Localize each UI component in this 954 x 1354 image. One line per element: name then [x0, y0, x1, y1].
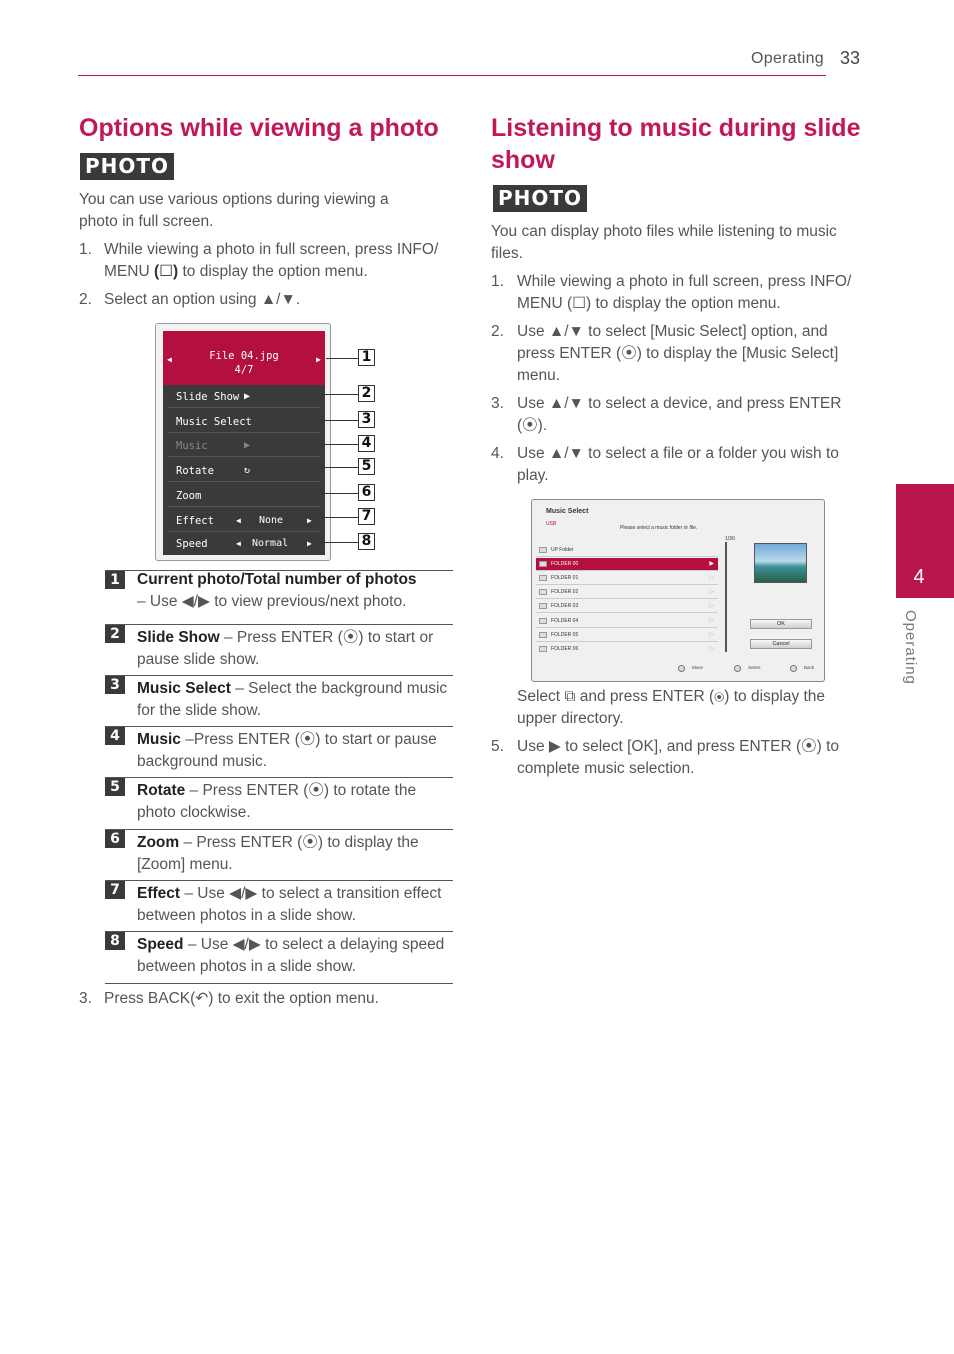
callout-line — [322, 467, 358, 468]
folder-up-icon — [539, 547, 547, 553]
chevron-right-icon: ▶ — [709, 561, 714, 567]
arrow-left-icon: ◀ — [236, 539, 241, 548]
description-body: – Press ENTER (⦿) to rotate the photo clockwise. — [137, 782, 417, 821]
description-text — [137, 678, 453, 722]
description-row-5 — [105, 777, 453, 821]
callout-line — [322, 394, 358, 395]
description-body: – Press ENTER (⦿) to display the [Zoom] menu. — [137, 834, 419, 873]
ok-button[interactable]: OK — [750, 619, 812, 629]
key-box: 6 — [105, 830, 125, 848]
music-list-row[interactable] — [536, 643, 718, 656]
callout-3: 3 — [358, 411, 375, 428]
folder-icon — [539, 575, 547, 581]
description-term: Music Select — [137, 680, 231, 697]
photo-badge-right: PHOTO — [493, 185, 587, 212]
music-row-label: FOLDER 05 — [551, 632, 579, 638]
left-step-1-line2 — [104, 261, 464, 283]
music-select-screenshot — [531, 499, 825, 682]
music-select-count: 1/30 — [725, 536, 735, 542]
music-list-row[interactable] — [536, 629, 718, 642]
right-step-5-number: 5. — [491, 738, 504, 755]
callout-6: 6 — [358, 484, 375, 501]
footer-select: Select — [748, 665, 761, 670]
description-text — [137, 569, 453, 613]
callout-8: 8 — [358, 533, 375, 550]
arrow-left-icon: ◀ — [236, 516, 241, 525]
music-list-row[interactable] — [536, 615, 718, 628]
music-select-title: Music Select — [546, 508, 589, 515]
arrow-right-icon: ▶ — [316, 355, 321, 364]
left-step-2-number: 2. — [79, 291, 92, 308]
chevron-right-icon: ▷ — [709, 632, 714, 638]
play-icon: ▶ — [244, 440, 251, 451]
folder-icon — [539, 603, 547, 609]
chapter-label: Operating — [902, 610, 919, 685]
chevron-right-icon: ▷ — [709, 603, 714, 609]
description-body: –Press ENTER (⦿) to start or pause background music. — [137, 731, 437, 770]
callout-5: 5 — [358, 458, 375, 475]
folder-icon — [539, 632, 547, 638]
menu-row-slide-show — [168, 386, 320, 408]
folder-icon — [539, 618, 547, 624]
music-list-scrollbar[interactable] — [725, 542, 727, 652]
music-list-row[interactable] — [536, 572, 718, 585]
description-term: Slide Show — [137, 629, 220, 646]
menu-file-name: File 04.jpg — [209, 350, 279, 362]
callout-2: 2 — [358, 385, 375, 402]
music-row-label: FOLDER 02 — [551, 589, 579, 595]
music-list-row-selected[interactable] — [536, 558, 718, 571]
folder-icon — [539, 646, 547, 652]
menu-row-music — [168, 435, 320, 457]
music-row-label: FOLDER 06 — [551, 646, 579, 652]
right-step-2-number: 2. — [491, 323, 504, 340]
menu-file-count: 4/7 — [234, 364, 254, 376]
right-intro: You can display photo files while listening to music files. — [491, 223, 837, 262]
description-text — [137, 627, 453, 671]
option-menu-screenshot — [155, 323, 331, 561]
move-key-icon — [678, 665, 685, 672]
menu-row-label: Zoom — [176, 490, 202, 502]
callout-1: 1 — [358, 349, 375, 366]
description-term: Zoom — [137, 834, 180, 851]
callout-line — [322, 420, 358, 421]
chapter-number: 4 — [913, 566, 925, 588]
description-row-2 — [105, 624, 453, 668]
music-row-label: FOLDER 04 — [551, 618, 579, 624]
photo-badge-left: PHOTO — [80, 153, 174, 180]
left-step-2-text: Select an option using ▲/▼. — [104, 291, 301, 308]
arrow-left-icon: ◀ — [167, 355, 172, 364]
cancel-button[interactable]: Cancel — [750, 639, 812, 649]
key-box: 8 — [105, 932, 125, 950]
option-menu-panel — [163, 331, 325, 555]
right-step-3-text: Use ▲/▼ to select a device, and press ENTER (⦿). — [517, 395, 842, 434]
music-row-label: FOLDER 01 — [551, 575, 579, 581]
play-icon: ▶ — [244, 391, 251, 402]
menu-row-zoom — [168, 485, 320, 507]
menu-row-label: Music Select — [176, 416, 252, 428]
description-term: Speed — [137, 936, 184, 953]
music-row-label: FOLDER 03 — [551, 603, 579, 609]
music-list-row[interactable] — [536, 600, 718, 613]
description-body: – Use ◀/▶ to select a transition effect between photos in a slide show. — [137, 885, 442, 924]
page-number: 33 — [840, 48, 861, 68]
description-body: – Use ◀/▶ to view previous/next photo. — [137, 593, 407, 610]
right-step-1-text: While viewing a photo in full screen, press INFO/ MENU (☐) to display the option menu. — [517, 273, 852, 312]
callout-4: 4 — [358, 435, 375, 452]
menu-row-label: Slide Show — [176, 391, 240, 403]
description-text — [137, 832, 453, 876]
description-row-7 — [105, 880, 453, 924]
running-header-section: Operating — [751, 50, 824, 67]
description-body: – Select the background music for the slide show. — [137, 680, 448, 719]
music-select-prompt: Please select a music folder or file. — [620, 525, 698, 531]
back-key-icon — [790, 665, 797, 672]
description-row-8 — [105, 931, 453, 975]
right-heading-line2: show — [491, 146, 555, 174]
right-step-5-text: Use ▶ to select [OK], and press ENTER (⦿) to complete music selection. — [517, 738, 840, 777]
chapter-tab — [896, 484, 954, 598]
right-heading-line1: Listening to music during slide — [491, 114, 861, 142]
option-menu-header — [163, 331, 325, 385]
menu-row-label: Music — [176, 440, 208, 452]
text-fragment: to display the option menu. — [178, 263, 368, 280]
description-text — [137, 780, 453, 824]
left-step-1-line1: While viewing a photo in full screen, press INFO/ — [104, 241, 439, 258]
arrow-right-icon: ▶ — [307, 516, 312, 525]
right-step-1-number: 1. — [491, 273, 504, 290]
description-text — [137, 883, 453, 927]
menu-row-speed — [168, 533, 320, 555]
menu-row-label: Effect — [176, 515, 214, 527]
folder-icon — [539, 589, 547, 595]
callout-line — [322, 542, 358, 543]
chevron-right-icon: ▷ — [709, 589, 714, 595]
menu-row-label: Speed — [176, 538, 208, 550]
description-term: Effect — [137, 885, 181, 902]
key-box: 1 — [105, 571, 125, 589]
description-term: Music — [137, 731, 181, 748]
callout-line — [322, 517, 358, 518]
description-row-4 — [105, 726, 453, 770]
key-box: 7 — [105, 881, 125, 899]
left-step-1-number: 1. — [79, 241, 92, 258]
callout-7: 7 — [358, 508, 375, 525]
description-term: Current photo/Total number of photos — [137, 571, 417, 588]
key-box: 2 — [105, 625, 125, 643]
callout-line — [322, 493, 358, 494]
select-key-icon — [734, 665, 741, 672]
key-box: 4 — [105, 727, 125, 745]
rotate-icon: ↻ — [244, 465, 251, 476]
chevron-right-icon: ▷ — [709, 618, 714, 624]
menu-row-rotate — [168, 460, 320, 482]
music-select-device: USB — [546, 521, 557, 527]
left-heading: Options while viewing a photo — [79, 114, 439, 142]
footer-back: Back — [804, 665, 815, 670]
left-step-3-number: 3. — [79, 990, 92, 1007]
description-table-end — [105, 983, 453, 984]
description-body: – Use ◀/▶ to select a delaying speed between photos in a slide show. — [137, 936, 445, 975]
right-step-3-number: 3. — [491, 395, 504, 412]
right-step-2-text: Use ▲/▼ to select [Music Select] option, and press ENTER (⦿) to display the [Music Select] menu. — [517, 323, 839, 384]
menu-row-effect — [168, 510, 320, 532]
arrow-right-icon: ▶ — [307, 539, 312, 548]
description-term: Rotate — [137, 782, 186, 799]
chevron-right-icon: ▷ — [709, 575, 714, 581]
menu-row-label: Rotate — [176, 465, 214, 477]
left-step-3-text: Press BACK(↶) to exit the option menu. — [104, 990, 379, 1007]
menu-key-icon: (☐) — [153, 263, 179, 280]
music-list-row[interactable] — [536, 586, 718, 599]
right-step-4-number: 4. — [491, 445, 504, 462]
callout-line — [322, 444, 358, 445]
music-list-row-up[interactable] — [536, 544, 718, 557]
left-intro: You can use various options during viewing a photo in full screen. — [79, 191, 389, 230]
key-box: 5 — [105, 778, 125, 796]
chevron-right-icon: ▷ — [709, 646, 714, 652]
menu-row-value: Normal — [252, 538, 289, 549]
music-row-label: UP Folder — [551, 547, 574, 553]
footer-move: Move — [692, 665, 704, 670]
right-after-note: Select ⧉ and press ENTER (⦿) to display the upper directory. — [517, 688, 826, 727]
description-text — [137, 934, 453, 978]
callout-line — [326, 358, 358, 359]
key-box: 3 — [105, 676, 125, 694]
folder-icon — [539, 561, 547, 567]
photo-thumbnail — [754, 543, 807, 583]
description-row-3 — [105, 675, 453, 719]
text-fragment: MENU — [104, 263, 154, 280]
description-row-1 — [105, 570, 453, 610]
description-text — [137, 729, 453, 773]
description-body: – Press ENTER (⦿) to start or pause slide show. — [137, 629, 434, 668]
description-row-6 — [105, 829, 453, 873]
menu-row-value: None — [259, 515, 284, 526]
menu-row-music-select — [168, 411, 320, 433]
right-step-4-text: Use ▲/▼ to select a file or a folder you wish to play. — [517, 445, 839, 484]
music-row-label: FOLDER 00 — [551, 561, 579, 567]
header-rule — [78, 75, 826, 76]
